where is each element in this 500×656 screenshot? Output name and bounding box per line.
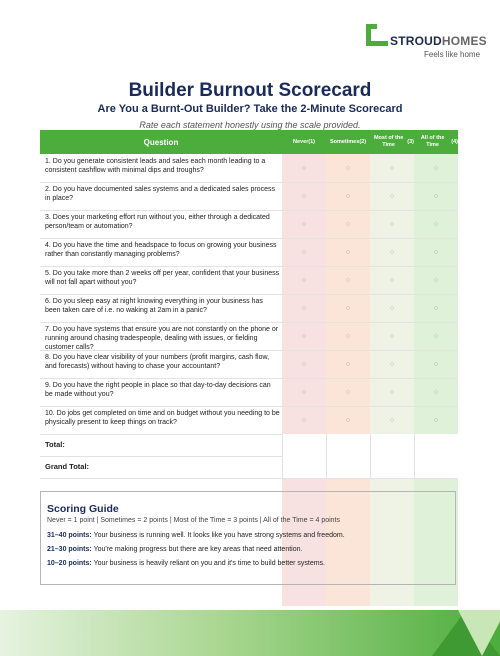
- radio-never[interactable]: ○: [301, 276, 307, 284]
- table-header: [40, 130, 458, 154]
- question-text: 6. Do you sleep easy at night knowing everything in your business has been taken care of i.e. no waking at 2am in a panic?: [45, 298, 263, 314]
- total-row-cell-never[interactable]: [282, 434, 326, 456]
- radio-most-of-the-time[interactable]: ○: [389, 248, 395, 256]
- score-range-2: [47, 546, 302, 553]
- question-row: [40, 182, 458, 211]
- brand-name-part2: HOMES: [441, 34, 487, 48]
- radio-sometimes[interactable]: ○: [345, 248, 351, 256]
- header-never: [282, 130, 326, 154]
- header-option-points: (1): [308, 138, 316, 145]
- radio-never[interactable]: ○: [301, 192, 307, 200]
- radio-all-of-the-time[interactable]: ○: [433, 416, 439, 424]
- grand-total-row: [40, 456, 458, 479]
- radio-all-of-the-time[interactable]: ○: [433, 360, 439, 368]
- radio-never[interactable]: ○: [301, 388, 307, 396]
- radio-all-of-the-time[interactable]: ○: [433, 164, 439, 172]
- instructions: Rate each statement honestly using the scale provided.: [139, 120, 361, 130]
- radio-all-of-the-time[interactable]: ○: [433, 332, 439, 340]
- radio-most-of-the-time[interactable]: ○: [389, 304, 395, 312]
- score-range-1-text: Your business is running well. It looks like you have strong systems and freedom.: [91, 532, 345, 539]
- question-text: 2. Do you have documented sales systems and a dedicated sales process in place?: [45, 186, 275, 202]
- radio-all-of-the-time[interactable]: ○: [433, 220, 439, 228]
- header-option-points: (3): [407, 138, 414, 145]
- radio-most-of-the-time[interactable]: ○: [389, 360, 395, 368]
- header-option-label: Never: [292, 138, 309, 145]
- scoring-guide: [40, 491, 456, 585]
- header-all-of-the-time: [414, 130, 458, 154]
- stroud-homes-logo: [366, 24, 488, 68]
- header-option-label: Most of the Time: [373, 135, 404, 148]
- radio-most-of-the-time[interactable]: ○: [389, 276, 395, 284]
- radio-never[interactable]: ○: [301, 332, 307, 340]
- score-range-1: [47, 532, 345, 539]
- grand-total-row-label: Grand Total:: [45, 462, 90, 471]
- question-row: [40, 406, 458, 435]
- radio-all-of-the-time[interactable]: ○: [433, 192, 439, 200]
- question-row: [40, 378, 458, 407]
- question-text: 10. Do jobs get completed on time and on budget without you needing to be physically present to keep things on track?: [45, 410, 280, 426]
- radio-sometimes[interactable]: ○: [345, 360, 351, 368]
- grand-total-row-cell-never[interactable]: [282, 456, 326, 478]
- question-row: [40, 154, 458, 183]
- scoring-guide-title: Scoring Guide: [47, 503, 119, 515]
- brand-name-part1: STROUD: [390, 34, 442, 48]
- question-text: 9. Do you have the right people in place so that day-to-day decisions can be made without you?: [45, 382, 271, 398]
- total-row-cell-sometimes[interactable]: [326, 434, 370, 456]
- radio-all-of-the-time[interactable]: ○: [433, 304, 439, 312]
- question-row: [40, 210, 458, 239]
- question-text: 4. Do you have the time and headspace to focus on growing your business rather than constantly managing problems?: [45, 242, 277, 258]
- total-row-cell-all-of-the-time[interactable]: [414, 434, 458, 456]
- radio-sometimes[interactable]: ○: [345, 388, 351, 396]
- score-range-2-label: 21–30 points:: [47, 546, 92, 553]
- header-sometimes: [326, 130, 370, 154]
- radio-never[interactable]: ○: [301, 416, 307, 424]
- radio-all-of-the-time[interactable]: ○: [433, 276, 439, 284]
- grand-total-row-cell-sometimes[interactable]: [326, 456, 370, 478]
- question-text: 8. Do you have clear visibility of your numbers (profit margins, cash flow, and forecasts) without having to chase your accountant?: [45, 354, 270, 370]
- score-range-3: [47, 560, 325, 567]
- question-row: [40, 350, 458, 379]
- total-row: [40, 434, 458, 457]
- radio-never[interactable]: ○: [301, 360, 307, 368]
- header-option-points: (2): [359, 138, 367, 145]
- footer-band: [0, 610, 500, 656]
- header-option-points: (4): [451, 138, 458, 145]
- radio-sometimes[interactable]: ○: [345, 332, 351, 340]
- page-subtitle: Are You a Burnt-Out Builder? Take the 2-Minute Scorecard: [97, 103, 403, 115]
- question-text: 5. Do you take more than 2 weeks off per year, confident that your business will not fall apart without you?: [45, 270, 280, 286]
- logo-mark-icon: [366, 24, 388, 46]
- question-row: [40, 322, 458, 351]
- radio-most-of-the-time[interactable]: ○: [389, 416, 395, 424]
- radio-most-of-the-time[interactable]: ○: [389, 192, 395, 200]
- radio-all-of-the-time[interactable]: ○: [433, 248, 439, 256]
- page-title: Builder Burnout Scorecard: [128, 80, 372, 101]
- brand-tagline: Feels like home: [424, 50, 481, 59]
- radio-sometimes[interactable]: ○: [345, 416, 351, 424]
- total-row-label: Total:: [45, 440, 65, 449]
- grand-total-row-cell-all-of-the-time[interactable]: [414, 456, 458, 478]
- question-text: 7. Do you have systems that ensure you are not constantly on the phone or running around chasing tradespeople, dealing with issues, or fielding customer calls?: [45, 326, 279, 351]
- radio-never[interactable]: ○: [301, 164, 307, 172]
- question-text: 3. Does your marketing effort run without you, either through a dedicated person/team or automation?: [45, 214, 270, 230]
- radio-sometimes[interactable]: ○: [345, 164, 351, 172]
- brand-name: [390, 34, 487, 48]
- score-range-3-label: 10–20 points:: [47, 560, 92, 567]
- radio-all-of-the-time[interactable]: ○: [433, 388, 439, 396]
- radio-most-of-the-time[interactable]: ○: [389, 164, 395, 172]
- score-range-1-label: 31–40 points:: [47, 532, 92, 539]
- question-row: [40, 294, 458, 323]
- header-question: Question: [143, 137, 179, 147]
- radio-most-of-the-time[interactable]: ○: [389, 220, 395, 228]
- question-row: [40, 238, 458, 267]
- question-text: 1. Do you generate consistent leads and sales each month leading to a consistent cashflow with minimal dips and troughs?: [45, 158, 266, 174]
- grand-total-row-cell-most-of-the-time[interactable]: [370, 456, 414, 478]
- total-row-cell-most-of-the-time[interactable]: [370, 434, 414, 456]
- radio-sometimes[interactable]: ○: [345, 276, 351, 284]
- header-option-label: All of the Time: [420, 135, 445, 148]
- radio-sometimes[interactable]: ○: [345, 304, 351, 312]
- score-range-3-text: Your business is heavily reliant on you and it's time to build better systems.: [91, 560, 325, 567]
- radio-sometimes[interactable]: ○: [345, 192, 351, 200]
- radio-never[interactable]: ○: [301, 248, 307, 256]
- score-range-2-text: You're making progress but there are key areas that need attention.: [91, 546, 303, 553]
- header-most-of-the-time: [370, 130, 414, 154]
- radio-never[interactable]: ○: [301, 220, 307, 228]
- question-row: [40, 266, 458, 295]
- radio-most-of-the-time[interactable]: ○: [389, 332, 395, 340]
- header-option-label: Sometimes: [329, 138, 360, 145]
- radio-most-of-the-time[interactable]: ○: [389, 388, 395, 396]
- footer-triangle-decoration: [458, 610, 500, 656]
- radio-sometimes[interactable]: ○: [345, 220, 351, 228]
- radio-never[interactable]: ○: [301, 304, 307, 312]
- scoring-key: Never = 1 point | Sometimes = 2 points | Most of the Time = 3 points | All of the Time = 4 points: [47, 517, 340, 524]
